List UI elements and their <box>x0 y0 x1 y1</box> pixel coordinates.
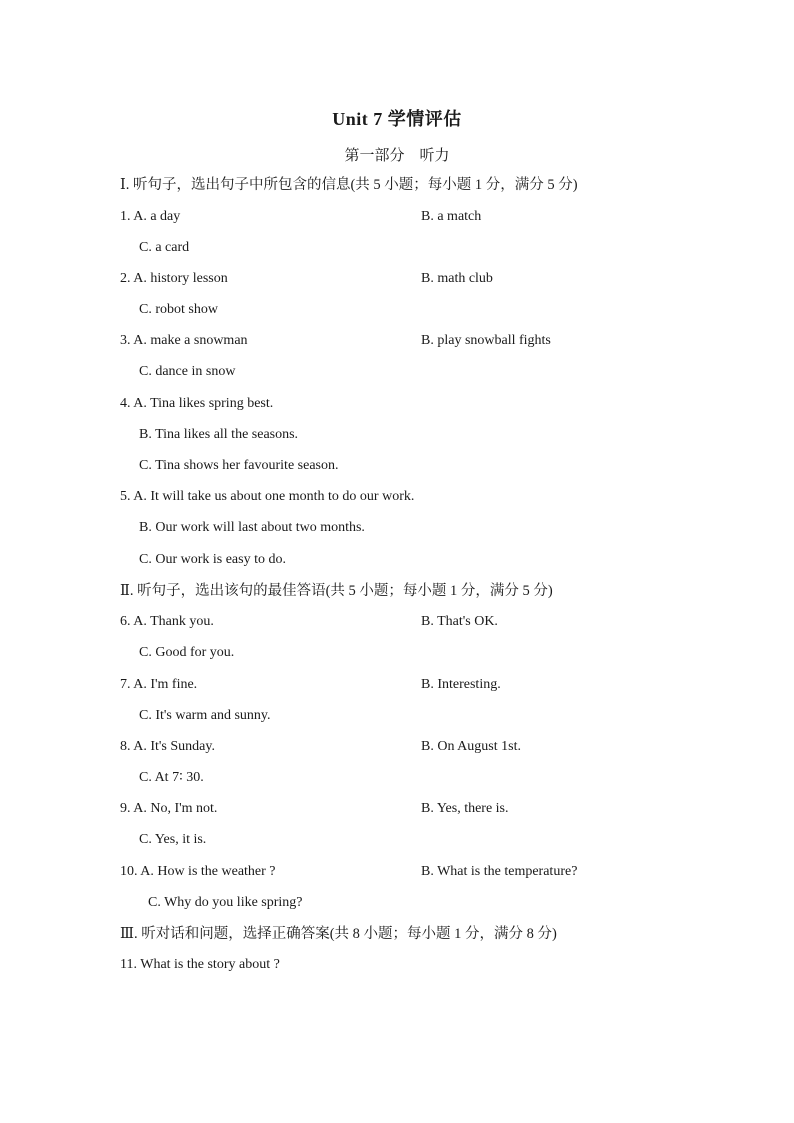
q8-option-b: B. On August 1st. <box>421 739 521 754</box>
q4-option-c: C. Tina shows her favourite season. <box>139 458 339 473</box>
q6-option-a: 6. A. Thank you. <box>120 614 214 629</box>
q2-option-b: B. math club <box>421 271 493 286</box>
q3-option-b: B. play snowball fights <box>421 333 551 348</box>
q6-option-c: C. Good for you. <box>139 645 235 660</box>
q9-option-b: B. Yes, there is. <box>421 801 509 816</box>
q1-option-c: C. a card <box>139 240 190 255</box>
section-heading-2: Ⅱ. 听句子，选出该句的最佳答语(共 5 小题；每小题 1 分，满分 5 分) <box>120 583 553 599</box>
q8-option-c: C. At 7∶ 30. <box>139 770 204 785</box>
q9-option-a: 9. A. No, I'm not. <box>120 801 218 816</box>
part-heading: 第一部分 听力 <box>344 148 450 164</box>
q3-option-a: 3. A. make a snowman <box>120 333 248 348</box>
q5-option-b: B. Our work will last about two months. <box>139 520 365 535</box>
q3-option-c: C. dance in snow <box>139 364 236 379</box>
q10-option-c: C. Why do you like spring? <box>148 895 303 910</box>
q1-option-b: B. a match <box>421 209 482 224</box>
q11-stem: 11. What is the story about ? <box>120 957 280 972</box>
section-heading-1: Ⅰ. 听句子，选出句子中所包含的信息(共 5 小题；每小题 1 分，满分 5 分) <box>120 177 578 193</box>
q7-option-c: C. It's warm and sunny. <box>139 708 271 723</box>
section-heading-3: Ⅲ. 听对话和问题，选择正确答案(共 8 小题；每小题 1 分，满分 8 分) <box>120 926 557 942</box>
q6-option-b: B. That's OK. <box>421 614 498 629</box>
q4-option-a: 4. A. Tina likes spring best. <box>120 396 274 411</box>
q5-option-a: 5. A. It will take us about one month to do our work. <box>120 489 415 504</box>
q2-option-c: C. robot show <box>139 302 218 317</box>
q10-option-b: B. What is the temperature? <box>421 864 578 879</box>
q7-option-b: B. Interesting. <box>421 677 501 692</box>
q7-option-a: 7. A. I'm fine. <box>120 677 198 692</box>
q2-option-a: 2. A. history lesson <box>120 271 228 286</box>
q1-option-a: 1. A. a day <box>120 209 181 224</box>
q9-option-c: C. Yes, it is. <box>139 832 207 847</box>
q4-option-b: B. Tina likes all the seasons. <box>139 427 299 442</box>
q8-option-a: 8. A. It's Sunday. <box>120 739 215 754</box>
q5-option-c: C. Our work is easy to do. <box>139 552 286 567</box>
page-title: Unit 7 学情评估 <box>332 109 462 129</box>
q10-option-a: 10. A. How is the weather ? <box>120 864 276 879</box>
